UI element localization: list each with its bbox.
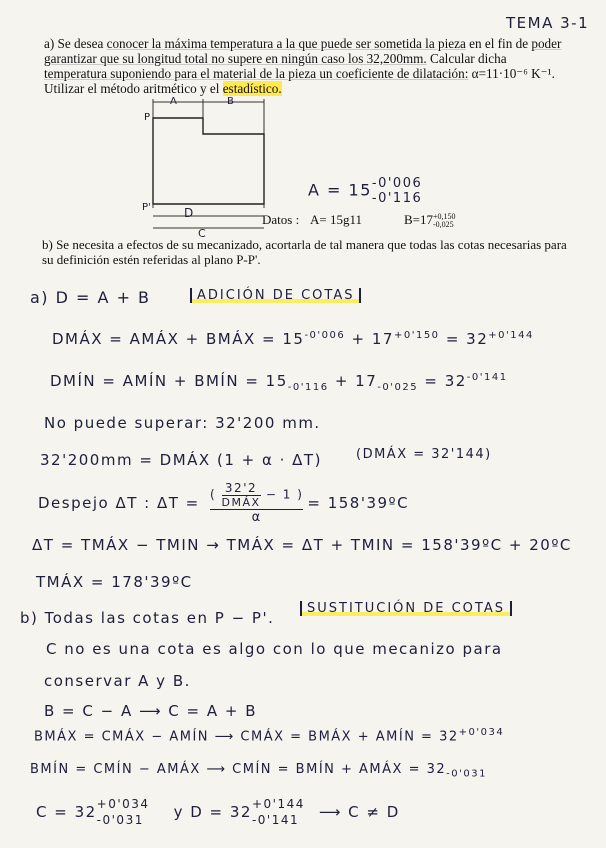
sol-line-11: conservar A y B. xyxy=(44,672,191,690)
datos-a: A= 15g11 xyxy=(310,212,362,227)
sol-line-9: b) Todas las cotas en P − P'. xyxy=(20,609,275,627)
sol-line-12: B = C − A ⟶ C = A + B xyxy=(44,702,258,720)
sol-line-8: TMÁX = 178'39ºC xyxy=(36,573,193,591)
sol-line-10: C no es una cota es algo con lo que mecanizo para xyxy=(46,640,503,658)
sol-line-3: DMÍN = AMÍN + BMÍN = $15_{-0'116} + 17_{-0'025} = 32^{-0'141}$ xyxy=(50,372,508,393)
adicion-box: ADICIÓN DE COTAS xyxy=(190,288,361,303)
highlight-estadistico: estadístico. xyxy=(222,81,282,96)
sol-line-5-note: (DMÁX = 32'144) xyxy=(356,447,492,462)
sol-line-13: BMÁX = CMÁX − AMÍN ⟶ CMÁX = BMÁX + AMÍN = $32^{+0'034}$ xyxy=(34,727,505,745)
sol-line-15: C = 32 +0'034 -0'031 y D = 32 +0'144 -0'141 ⟶ C ≠ D xyxy=(36,797,400,827)
topic-tag: TEMA 3-1 xyxy=(506,14,590,32)
label-p: P xyxy=(144,112,151,123)
hw-a-tolerance: A = 15-0'006 -0'116 xyxy=(308,176,423,206)
problem-statement-b: b) Se necesita a efectos de su mecanizado, acortarla de tal manera que todas las cotas necesarias para su definición estén referidas al plano P-P'. xyxy=(42,237,567,267)
sol-line-6: Despejo ΔT : ΔT = ( $\frac{32'2}{\text{DMÁX}}$ − 1 ) α = 158'39ºC xyxy=(38,481,410,525)
label-c: C xyxy=(198,227,208,240)
part-drawing xyxy=(140,96,280,236)
label-p-prime: P' xyxy=(142,202,151,213)
datos-b: B=17+0,150 -0,025 xyxy=(404,212,456,230)
sol-line-14: BMÍN = CMÍN − AMÁX ⟶ CMÍN = BMÍN + AMÁX = $32_{-0'031}$ xyxy=(30,762,487,780)
sol-line-4: No puede superar: 32'200 mm. xyxy=(44,414,321,432)
sustitucion-box: SUSTITUCIÓN DE COTAS xyxy=(300,601,512,616)
label-d: D xyxy=(184,206,195,220)
sol-line-2: DMÁX = AMÁX + BMÁX = $15^{-0'006} + 17^{+0'150} = 32^{+0'144}$ xyxy=(52,330,534,348)
datos-label: Datos : xyxy=(262,212,300,227)
label-a: A xyxy=(170,96,177,107)
sol-line-7: ΔT = TMÁX − TMIN → TMÁX = ΔT + TMIN = 158'39ºC + 20ºC xyxy=(32,536,572,554)
problem-statement-a: a) Se desea conocer la máxima temperatura a la que puede ser sometida la pieza en el fin de poder garantizar que su longitud total no supere en ningún caso los 32,200mm. Calcular dicha temperatura suponiendo para el material de la pieza un coeficiente de dilatación: α=11·10⁻⁶ K⁻¹. Utilizar el método aritmético y el estadístico. xyxy=(44,36,562,96)
label-b: B xyxy=(227,96,234,107)
sol-line-5: 32'200mm = DMÁX (1 + α · ΔT) xyxy=(40,451,322,469)
sol-line-1: a) D = A + B xyxy=(30,288,151,307)
